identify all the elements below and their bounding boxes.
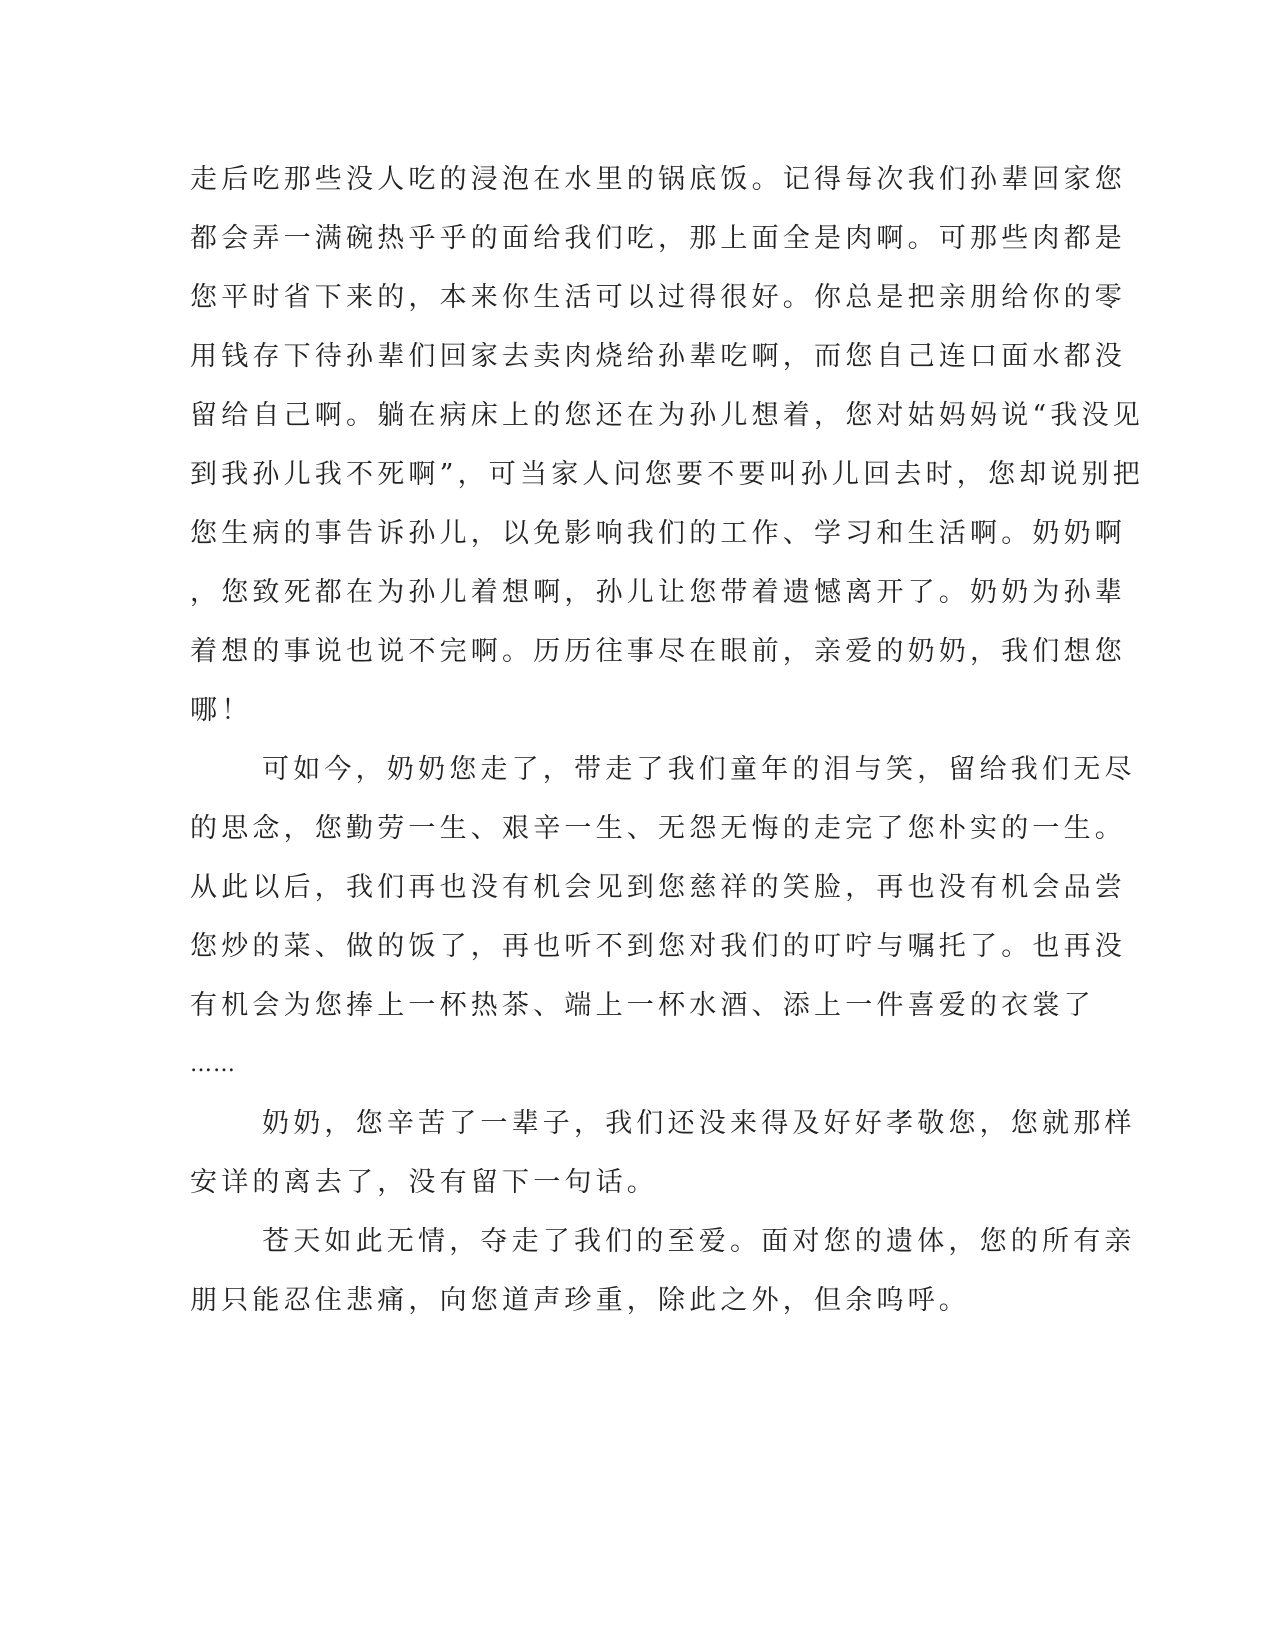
paragraph-line: ，您致死都在为孙儿着想啊，孙儿让您带着遗憾离开了。奶奶为孙辈 (190, 577, 1126, 608)
paragraph-line: 您平时省下来的，本来你生活可以过得很好。你总是把亲朋给你的零 (190, 282, 1126, 313)
paragraph-line: 着想的事说也说不完啊。历历往事尽在眼前，亲爱的奶奶，我们想您 (190, 636, 1126, 667)
paragraph-line: 都会弄一满碗热乎乎的面给我们吃，那上面全是肉啊。可那些肉都是 (190, 223, 1126, 254)
paragraph-line: 安详的离去了，没有留下一句话。 (190, 1167, 658, 1198)
paragraph-line: 有机会为您捧上一杯热茶、端上一杯水酒、添上一件喜爱的衣裳了 (190, 990, 1095, 1021)
ellipsis-line: …… (190, 1052, 236, 1077)
paragraph-line: 您炒的菜、做的饭了，再也听不到您对我们的叮咛与嘱托了。也再没 (190, 931, 1126, 962)
paragraph-line: 苍天如此无情，夺走了我们的至爱。面对您的遗体，您的所有亲 (262, 1226, 1136, 1257)
paragraph-line: 可如今，奶奶您走了，带走了我们童年的泪与笑，留给我们无尽 (262, 754, 1136, 785)
paragraph-line: 朋只能忍住悲痛，向您道声珍重，除此之外，但余呜呼。 (190, 1285, 970, 1316)
paragraph-line: 您生病的事告诉孙儿，以免影响我们的工作、学习和生活啊。奶奶啊 (190, 518, 1126, 549)
paragraph-line: 哪！ (190, 695, 253, 726)
paragraph-line: 到我孙儿我不死啊”，可当家人问您要不要叫孙儿回去时，您却说别把 (190, 459, 1145, 490)
paragraph-line: 的思念，您勤劳一生、艰辛一生、无怨无悔的走完了您朴实的一生。 (190, 813, 1126, 844)
paragraph-line: 从此以后，我们再也没有机会见到您慈祥的笑脸，再也没有机会品尝 (190, 872, 1126, 903)
paragraph-line: 用钱存下待孙辈们回家去卖肉烧给孙辈吃啊，而您自己连口面水都没 (190, 341, 1126, 372)
paragraph-line: 留给自己啊。躺在病床上的您还在为孙儿想着，您对姑妈妈说“我没见 (190, 400, 1145, 431)
paragraph-line: 奶奶，您辛苦了一辈子，我们还没来得及好好孝敬您，您就那样 (262, 1108, 1136, 1139)
paragraph-line: 走后吃那些没人吃的浸泡在水里的锅底饭。记得每次我们孙辈回家您 (190, 164, 1126, 195)
